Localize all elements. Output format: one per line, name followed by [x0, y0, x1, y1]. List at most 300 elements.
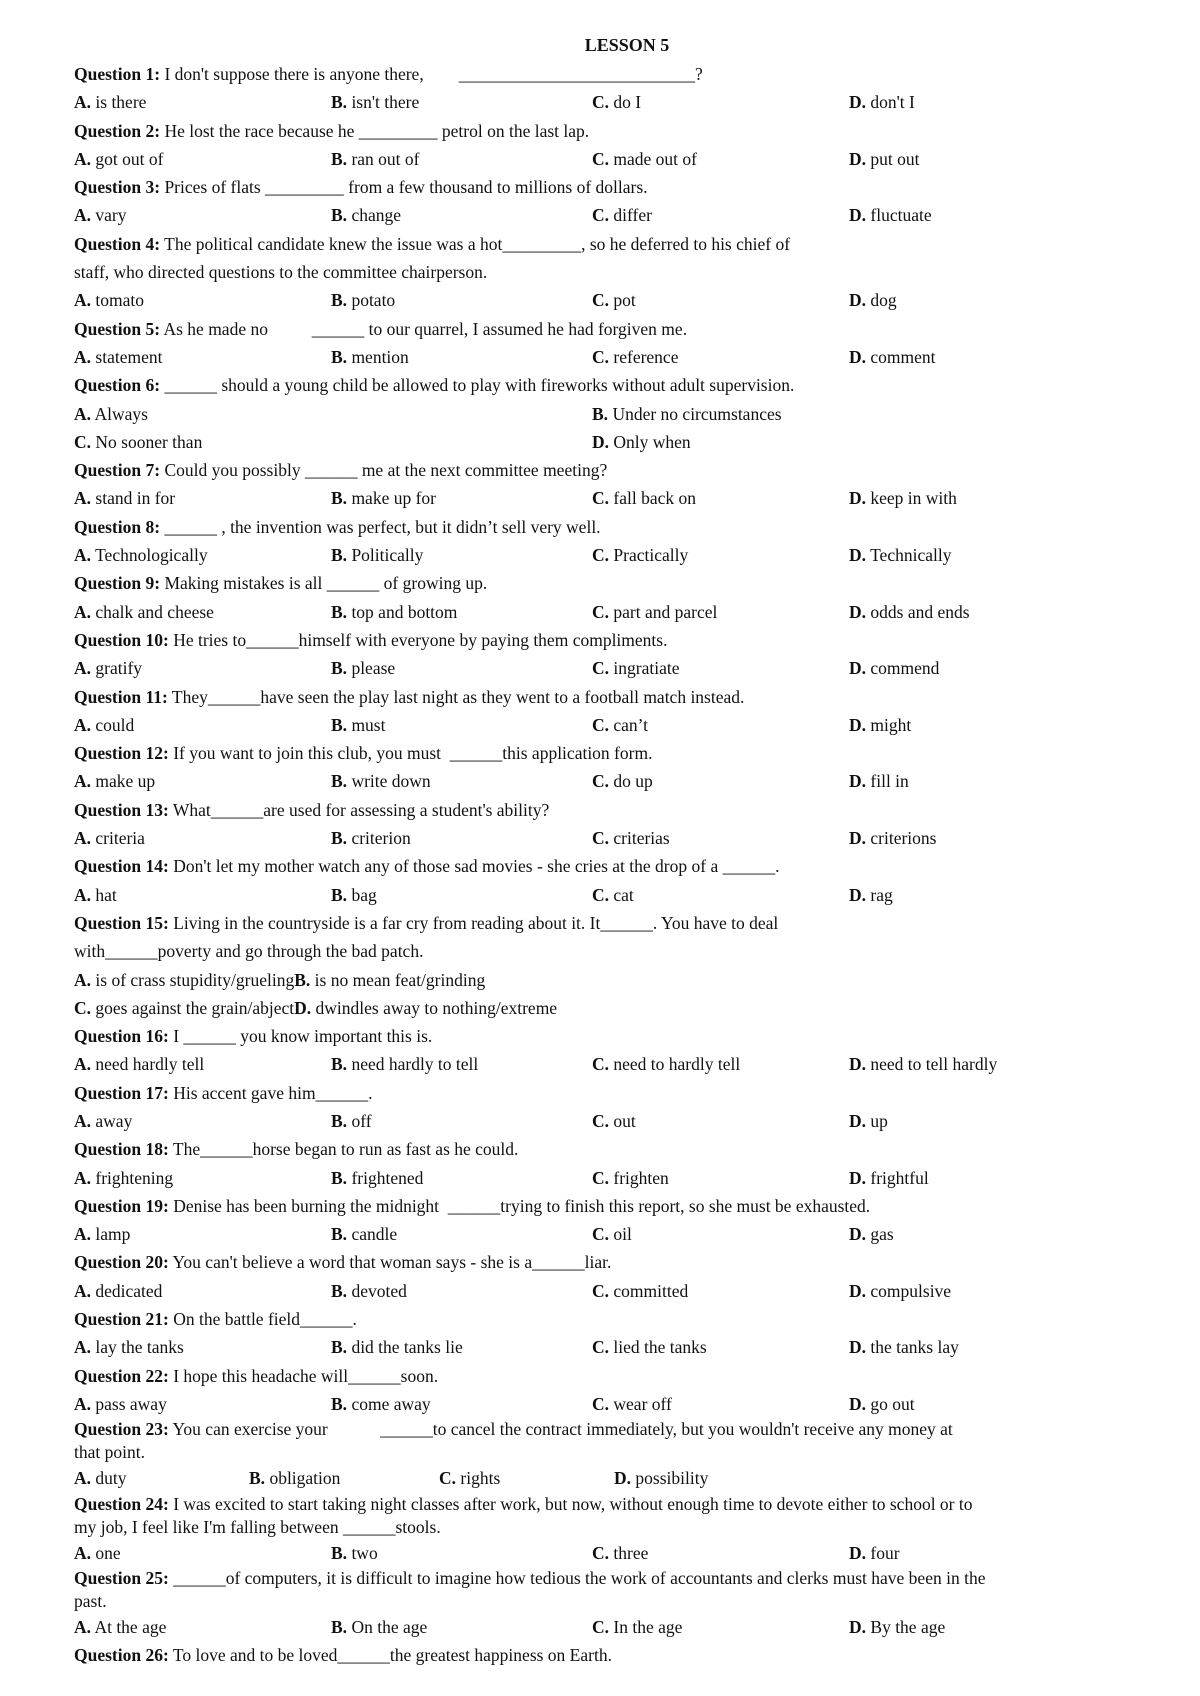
- option-letter: B.: [331, 1542, 348, 1563]
- question-text: To love and to be loved______the greatest happiness on Earth.: [172, 1645, 612, 1666]
- option-c[interactable]: [74, 428, 202, 456]
- question-number: Question 4:: [74, 233, 161, 254]
- option-a[interactable]: [74, 1390, 167, 1418]
- option-letter: D.: [849, 828, 867, 849]
- option-text: No sooner than: [95, 431, 203, 452]
- answer-options: [74, 654, 1140, 682]
- option-b[interactable]: [331, 145, 419, 173]
- option-b[interactable]: [331, 824, 411, 852]
- option-c[interactable]: [592, 1220, 632, 1248]
- option-text: devoted: [351, 1280, 407, 1301]
- option-c[interactable]: [592, 824, 670, 852]
- question-stem: [74, 1493, 1140, 1516]
- question-block: [74, 1305, 1140, 1362]
- question-block: [74, 1022, 1140, 1079]
- option-b[interactable]: [331, 541, 423, 569]
- option-c[interactable]: [592, 145, 697, 173]
- option-a[interactable]: [74, 400, 148, 428]
- option-a[interactable]: [74, 145, 163, 173]
- option-text: wear off: [613, 1393, 672, 1414]
- option-letter: B.: [331, 1337, 348, 1358]
- option-b[interactable]: [331, 1613, 427, 1641]
- option-letter: A.: [74, 205, 92, 226]
- option-c[interactable]: [592, 767, 653, 795]
- option-a[interactable]: [74, 767, 155, 795]
- option-a[interactable]: [74, 1333, 184, 1361]
- option-letter: B.: [331, 488, 348, 509]
- question-text-continued: that point.: [74, 1442, 145, 1463]
- question-number: Question 11:: [74, 686, 168, 707]
- option-letter: A.: [74, 488, 92, 509]
- option-b[interactable]: [294, 970, 485, 990]
- option-letter: D.: [849, 92, 867, 113]
- option-a[interactable]: [74, 1613, 166, 1641]
- question-text: What______are used for assessing a student's ability?: [172, 799, 550, 820]
- option-c[interactable]: [592, 88, 641, 116]
- option-text: frightening: [95, 1167, 174, 1188]
- option-a[interactable]: [74, 286, 144, 314]
- option-c[interactable]: [592, 598, 717, 626]
- option-text: frighten: [613, 1167, 669, 1188]
- option-text: please: [351, 658, 396, 679]
- answer-options: [74, 824, 1140, 852]
- option-c[interactable]: [592, 1277, 688, 1305]
- question-stem: [74, 456, 1140, 484]
- option-b[interactable]: [331, 711, 385, 739]
- answer-options: [74, 1464, 1140, 1492]
- option-letter: B.: [294, 969, 311, 990]
- question-stem: [74, 739, 1140, 767]
- option-c[interactable]: [592, 1390, 672, 1418]
- option-text: Only when: [613, 431, 691, 452]
- option-letter: D.: [849, 290, 867, 311]
- option-text: fill in: [870, 771, 909, 792]
- option-letter: C.: [592, 1054, 610, 1075]
- question-stem: [74, 626, 1140, 654]
- option-b[interactable]: [331, 1390, 431, 1418]
- option-b[interactable]: [331, 286, 395, 314]
- option-letter: B.: [592, 403, 609, 424]
- answer-options: [74, 201, 1140, 229]
- question-stem: [74, 796, 1140, 824]
- option-text: top and bottom: [351, 601, 458, 622]
- option-b[interactable]: [331, 1539, 378, 1567]
- question-text: ______ , the invention was perfect, but it didn’t sell very well.: [164, 516, 601, 537]
- option-text: cat: [613, 884, 634, 905]
- option-b[interactable]: [331, 88, 419, 116]
- question-stem: [74, 1192, 1140, 1220]
- option-a[interactable]: [74, 654, 142, 682]
- option-text: frightened: [351, 1167, 424, 1188]
- option-c[interactable]: [592, 1539, 648, 1567]
- option-c[interactable]: [592, 881, 634, 909]
- option-letter: A.: [74, 290, 92, 311]
- question-stem: [74, 852, 1140, 880]
- option-letter: B.: [331, 884, 348, 905]
- option-b[interactable]: [331, 1164, 423, 1192]
- option-a[interactable]: [74, 824, 145, 852]
- option-text: pot: [613, 290, 636, 311]
- question-block: [74, 117, 1140, 174]
- option-a[interactable]: [74, 201, 127, 229]
- option-b[interactable]: [249, 1464, 340, 1492]
- question-stem: [74, 513, 1140, 541]
- option-letter: B.: [331, 205, 348, 226]
- option-text: Technically: [870, 545, 952, 566]
- option-letter: A.: [74, 771, 92, 792]
- option-letter: C.: [592, 1280, 610, 1301]
- option-letter: B.: [331, 714, 348, 735]
- option-text: rag: [870, 884, 893, 905]
- answer-options: [74, 541, 1140, 569]
- question-number: Question 3:: [74, 177, 161, 198]
- option-d[interactable]: [849, 1390, 915, 1418]
- question-number: Question 23:: [74, 1419, 169, 1440]
- option-b[interactable]: [331, 1050, 478, 1078]
- option-text: fluctuate: [870, 205, 932, 226]
- option-letter: C.: [592, 290, 610, 311]
- question-block: [74, 739, 1140, 796]
- option-text: dwindles away to nothing/extreme: [315, 997, 558, 1018]
- option-text: stand in for: [95, 488, 176, 509]
- option-text: out: [613, 1110, 636, 1131]
- option-text: up: [870, 1110, 888, 1131]
- question-stem: [74, 60, 1140, 88]
- question-number: Question 17:: [74, 1082, 169, 1103]
- option-letter: A.: [74, 884, 92, 905]
- option-a[interactable]: [74, 881, 117, 909]
- option-text: tomato: [95, 290, 144, 311]
- option-letter: D.: [849, 1542, 867, 1563]
- question-stem: [74, 1362, 1140, 1390]
- option-a[interactable]: [74, 1220, 130, 1248]
- option-row: [74, 966, 1140, 994]
- question-stem: [74, 683, 1140, 711]
- option-text: vary: [95, 205, 127, 226]
- option-d[interactable]: [849, 881, 893, 909]
- question-number: Question 20:: [74, 1252, 169, 1273]
- option-text: possibility: [635, 1468, 709, 1489]
- option-letter: A.: [74, 1393, 92, 1414]
- option-b[interactable]: [331, 484, 436, 512]
- option-letter: A.: [74, 1616, 92, 1637]
- option-c[interactable]: [74, 998, 294, 1018]
- option-letter: C.: [592, 148, 610, 169]
- question-block: [74, 1567, 1140, 1641]
- option-a[interactable]: [74, 1050, 204, 1078]
- option-letter: B.: [331, 1616, 348, 1637]
- question-number: Question 5:: [74, 318, 161, 339]
- option-text: In the age: [613, 1616, 683, 1637]
- question-block: [74, 683, 1140, 740]
- option-letter: D.: [849, 1054, 867, 1075]
- option-c[interactable]: [592, 1107, 636, 1135]
- question-block: [74, 796, 1140, 853]
- option-letter: C.: [439, 1468, 457, 1489]
- question-block: [74, 1135, 1140, 1192]
- option-d[interactable]: [614, 1464, 708, 1492]
- option-d[interactable]: [849, 201, 932, 229]
- option-c[interactable]: [592, 541, 688, 569]
- option-text: part and parcel: [613, 601, 718, 622]
- question-stem: [74, 173, 1140, 201]
- option-letter: B.: [331, 601, 348, 622]
- option-a[interactable]: [74, 711, 134, 739]
- option-row: [74, 994, 1140, 1022]
- option-a[interactable]: [74, 970, 294, 990]
- option-text: off: [351, 1110, 372, 1131]
- option-a[interactable]: [74, 1164, 173, 1192]
- option-letter: C.: [592, 658, 610, 679]
- option-letter: A.: [74, 1542, 92, 1563]
- answer-options: [74, 1107, 1140, 1135]
- option-c[interactable]: [592, 1050, 740, 1078]
- question-text: I hope this headache will______soon.: [173, 1365, 439, 1386]
- answer-options: [74, 1390, 1140, 1418]
- question-number: Question 12:: [74, 743, 169, 764]
- option-letter: C.: [592, 771, 610, 792]
- option-text: lied the tanks: [613, 1337, 707, 1358]
- question-block: [74, 456, 1140, 513]
- option-letter: D.: [849, 488, 867, 509]
- question-block: [74, 60, 1140, 117]
- option-a[interactable]: [74, 1277, 162, 1305]
- answer-options: [74, 1613, 1140, 1641]
- question-stem: [74, 1305, 1140, 1333]
- option-text: can’t: [613, 714, 649, 735]
- question-block: [74, 513, 1140, 570]
- question-number: Question 16:: [74, 1026, 169, 1047]
- option-letter: B.: [331, 828, 348, 849]
- option-d[interactable]: [294, 998, 557, 1018]
- question-block: [74, 1362, 1140, 1419]
- option-text: reference: [613, 346, 679, 367]
- option-d[interactable]: [849, 654, 939, 682]
- option-text: the tanks lay: [870, 1337, 959, 1358]
- option-c[interactable]: [592, 286, 636, 314]
- option-d[interactable]: [849, 711, 911, 739]
- option-text: is no mean feat/grinding: [314, 969, 486, 990]
- answer-options: [74, 400, 1140, 457]
- option-letter: B.: [249, 1468, 266, 1489]
- option-b[interactable]: [331, 1277, 407, 1305]
- question-number: Question 25:: [74, 1567, 169, 1588]
- option-a[interactable]: [74, 484, 175, 512]
- question-text: If you want to join this club, you must ______this application form.: [173, 743, 653, 764]
- option-a[interactable]: [74, 1107, 132, 1135]
- option-b[interactable]: [331, 881, 377, 909]
- question-block: [74, 909, 1140, 1022]
- option-a[interactable]: [74, 343, 162, 371]
- option-letter: A.: [74, 601, 92, 622]
- answer-options: [74, 1164, 1140, 1192]
- option-letter: D.: [849, 658, 867, 679]
- option-letter: D.: [849, 205, 867, 226]
- option-b[interactable]: [331, 598, 457, 626]
- option-d[interactable]: [592, 428, 691, 456]
- option-b[interactable]: [331, 343, 409, 371]
- option-letter: B.: [331, 545, 348, 566]
- question-number: Question 18:: [74, 1139, 169, 1160]
- option-text: write down: [351, 771, 431, 792]
- option-letter: C.: [592, 545, 610, 566]
- question-text: Prices of flats _________ from a few thousand to millions of dollars.: [164, 177, 648, 198]
- option-d[interactable]: [849, 1107, 888, 1135]
- question-number: Question 13:: [74, 799, 169, 820]
- question-text: The______horse began to run as fast as he could.: [172, 1139, 519, 1160]
- question-text: He lost the race because he _________ petrol on the last lap.: [164, 120, 590, 141]
- option-letter: C.: [74, 431, 92, 452]
- option-text: don't I: [870, 92, 915, 113]
- question-block: [74, 626, 1140, 683]
- question-block: [74, 852, 1140, 909]
- option-a[interactable]: [74, 1464, 127, 1492]
- option-d[interactable]: [849, 1277, 951, 1305]
- question-number: Question 15:: [74, 912, 169, 933]
- option-text: differ: [613, 205, 652, 226]
- option-letter: A.: [74, 1280, 92, 1301]
- option-text: rights: [460, 1468, 501, 1489]
- answer-options: [74, 1539, 1140, 1567]
- option-a[interactable]: [74, 88, 146, 116]
- option-letter: C.: [592, 1616, 610, 1637]
- option-text: duty: [95, 1468, 127, 1489]
- page-title: LESSON 5: [584, 35, 670, 55]
- option-text: compulsive: [870, 1280, 952, 1301]
- option-letter: C.: [592, 1542, 610, 1563]
- option-letter: A.: [74, 1054, 92, 1075]
- option-text: do up: [613, 771, 653, 792]
- option-text: criterion: [351, 828, 411, 849]
- option-d[interactable]: [849, 88, 915, 116]
- option-letter: C.: [592, 92, 610, 113]
- question-text: You can't believe a word that woman says - she is a______liar.: [172, 1252, 612, 1273]
- option-letter: B.: [331, 346, 348, 367]
- option-c[interactable]: [592, 711, 648, 739]
- option-letter: B.: [331, 148, 348, 169]
- option-letter: A.: [74, 969, 92, 990]
- question-text-continued: my job, I feel like I'm falling between ______stools.: [74, 1516, 441, 1537]
- option-b[interactable]: [592, 400, 782, 428]
- option-text: candle: [351, 1224, 398, 1245]
- option-d[interactable]: [849, 1333, 959, 1361]
- question-text: I ______ you know important this is.: [173, 1026, 433, 1047]
- question-block: [74, 173, 1140, 230]
- option-c[interactable]: [439, 1464, 500, 1492]
- option-letter: A.: [74, 1167, 92, 1188]
- option-text: is there: [95, 92, 147, 113]
- answer-options: [74, 598, 1140, 626]
- question-number: Question 2:: [74, 120, 161, 141]
- question-number: Question 8:: [74, 516, 161, 537]
- question-text: They______have seen the play last night as they went to a football match instead.: [171, 686, 745, 707]
- option-text: Always: [94, 403, 148, 424]
- option-d[interactable]: [849, 484, 957, 512]
- option-letter: C.: [592, 205, 610, 226]
- option-d[interactable]: [849, 286, 897, 314]
- option-d[interactable]: [849, 343, 936, 371]
- question-number: Question 10:: [74, 629, 169, 650]
- option-text: gratify: [95, 658, 143, 679]
- option-a[interactable]: [74, 541, 208, 569]
- option-c[interactable]: [592, 1164, 669, 1192]
- option-b[interactable]: [331, 654, 395, 682]
- question-text: His accent gave him______.: [173, 1082, 373, 1103]
- option-letter: D.: [614, 1468, 632, 1489]
- answer-options: [74, 145, 1140, 173]
- option-d[interactable]: [849, 767, 909, 795]
- option-b[interactable]: [331, 1107, 372, 1135]
- question-text: As he made no ______ to our quarrel, I assumed he had forgiven me.: [163, 318, 688, 339]
- option-text: fall back on: [613, 488, 696, 509]
- question-text: I was excited to start taking night classes after work, but now, without enough time to devote either to school or to: [173, 1493, 973, 1514]
- option-c[interactable]: [592, 343, 678, 371]
- question-block: [74, 569, 1140, 626]
- option-d[interactable]: [849, 598, 970, 626]
- option-d[interactable]: [849, 1613, 945, 1641]
- option-letter: D.: [849, 1337, 867, 1358]
- question-number: Question 6:: [74, 375, 161, 396]
- question-stem: [74, 1567, 1140, 1590]
- option-text: need to tell hardly: [870, 1054, 998, 1075]
- option-letter: A.: [74, 148, 92, 169]
- answer-options: [74, 711, 1140, 739]
- option-b[interactable]: [331, 201, 401, 229]
- question-stem: [74, 1022, 1140, 1050]
- option-letter: C.: [592, 1110, 610, 1131]
- option-text: three: [613, 1542, 649, 1563]
- option-d[interactable]: [849, 541, 951, 569]
- option-letter: C.: [592, 714, 610, 735]
- option-letter: B.: [331, 658, 348, 679]
- option-text: Practically: [613, 545, 689, 566]
- question-block: [74, 1192, 1140, 1249]
- question-number: Question 1:: [74, 64, 161, 84]
- option-text: isn't there: [351, 92, 420, 113]
- option-d[interactable]: [849, 145, 920, 173]
- option-d[interactable]: [849, 1539, 900, 1567]
- option-c[interactable]: [592, 654, 679, 682]
- option-c[interactable]: [592, 1333, 707, 1361]
- option-text: make up: [95, 771, 156, 792]
- option-d[interactable]: [849, 1220, 894, 1248]
- option-letter: D.: [849, 1393, 867, 1414]
- option-a[interactable]: [74, 1539, 121, 1567]
- option-c[interactable]: [592, 484, 696, 512]
- question-stem: [74, 117, 1140, 145]
- option-text: obligation: [269, 1468, 341, 1489]
- question-text: He tries to______himself with everyone by paying them compliments.: [173, 629, 668, 650]
- option-letter: C.: [592, 1167, 610, 1188]
- option-b[interactable]: [331, 1333, 463, 1361]
- question-block: [74, 371, 1140, 456]
- option-b[interactable]: [331, 767, 431, 795]
- answer-options: [74, 1333, 1140, 1361]
- question-stem: [74, 230, 1140, 258]
- option-d[interactable]: [849, 1164, 929, 1192]
- option-c[interactable]: [592, 201, 652, 229]
- option-d[interactable]: [849, 824, 936, 852]
- answer-options: [74, 88, 1140, 116]
- option-c[interactable]: [592, 1613, 682, 1641]
- option-text: comment: [870, 346, 936, 367]
- option-letter: A.: [74, 1110, 92, 1131]
- question-block: [74, 1079, 1140, 1136]
- option-b[interactable]: [331, 1220, 397, 1248]
- question-text: The political candidate knew the issue was a hot_________, so he deferred to his chief of: [164, 233, 791, 254]
- option-a[interactable]: [74, 598, 214, 626]
- option-d[interactable]: [849, 1050, 997, 1078]
